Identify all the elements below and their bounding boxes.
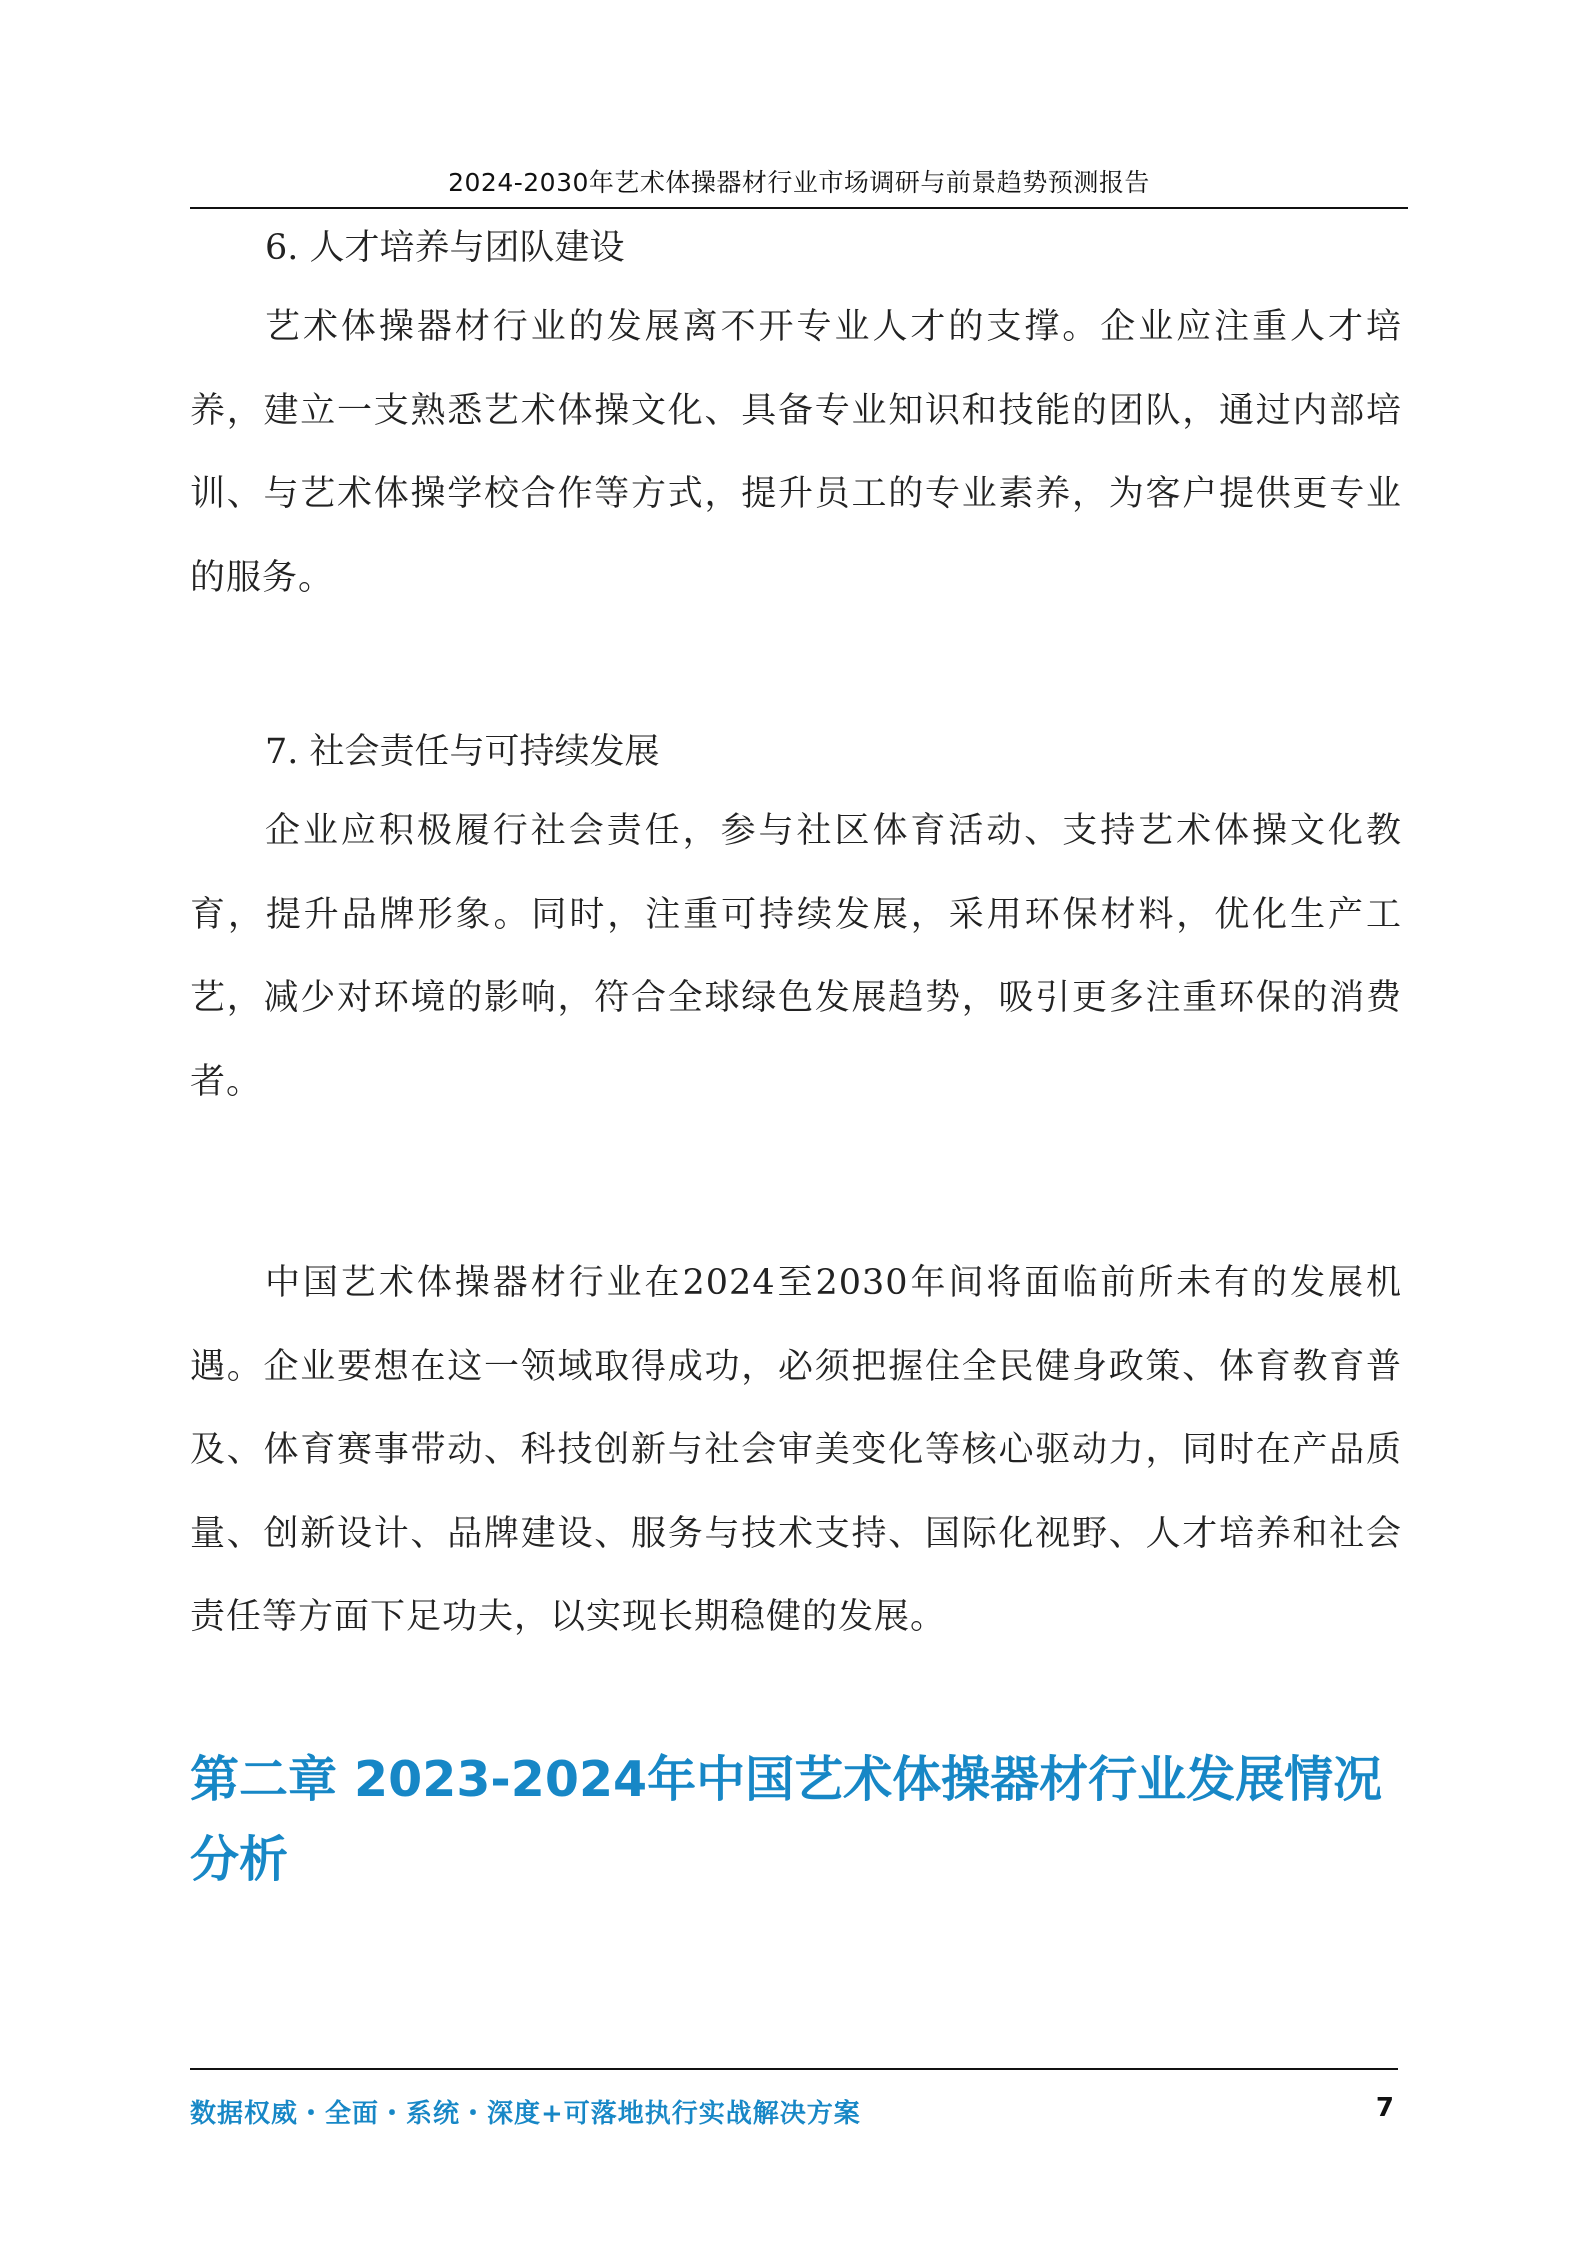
spacer [190,620,1402,726]
section-paragraph-talent: 艺术体操器材行业的发展离不开专业人才的支撑。企业应注重人才培养，建立一支熟悉艺术体操文化、具备专业知识和技能的团队，通过内部培训、与艺术体操学校合作等方式，提升员工的专业素养，为客户提供更专业的服务。 [190,307,1402,598]
body-content [190,222,1402,1660]
section-heading-talent: 6. 人才培养与团队建设 [265,228,625,268]
report-header-title: 2024-2030年艺术体操器材行业市场调研与前景趋势预测报告 [448,168,1150,197]
section-paragraph-responsibility: 企业应积极履行社会责任，参与社区体育活动、支持艺术体操文化教育，提升品牌形象。同时，注重可持续发展，采用环保材料，优化生产工艺，减少对环境的影响，符合全球绿色发展趋势，吸引更多注重环保的消费者。 [190,811,1402,1102]
header-divider [190,207,1408,209]
footer-slogan: 数据权威・全面・系统・深度+可落地执行实战解决方案 [190,2099,861,2129]
chapter-heading: 第二章 2023-2024年中国艺术体操器材行业发展情况分析 [190,1751,1383,1888]
page-number: 7 [1375,2093,1394,2123]
section-heading-responsibility: 7. 社会责任与可持续发展 [265,732,660,772]
footer-divider [190,2068,1398,2070]
spacer [190,1124,1402,1242]
conclusion-paragraph: 中国艺术体操器材行业在2024至2030年间将面临前所未有的发展机遇。企业要想在这一领域取得成功，必须把握住全民健身政策、体育教育普及、体育赛事带动、科技创新与社会审美变化等核心驱动力，同时在产品质量、创新设计、品牌建设、服务与技术支持、国际化视野、人才培养和社会责任等方面下足功夫，以实现长期稳健的发展。 [190,1263,1402,1637]
